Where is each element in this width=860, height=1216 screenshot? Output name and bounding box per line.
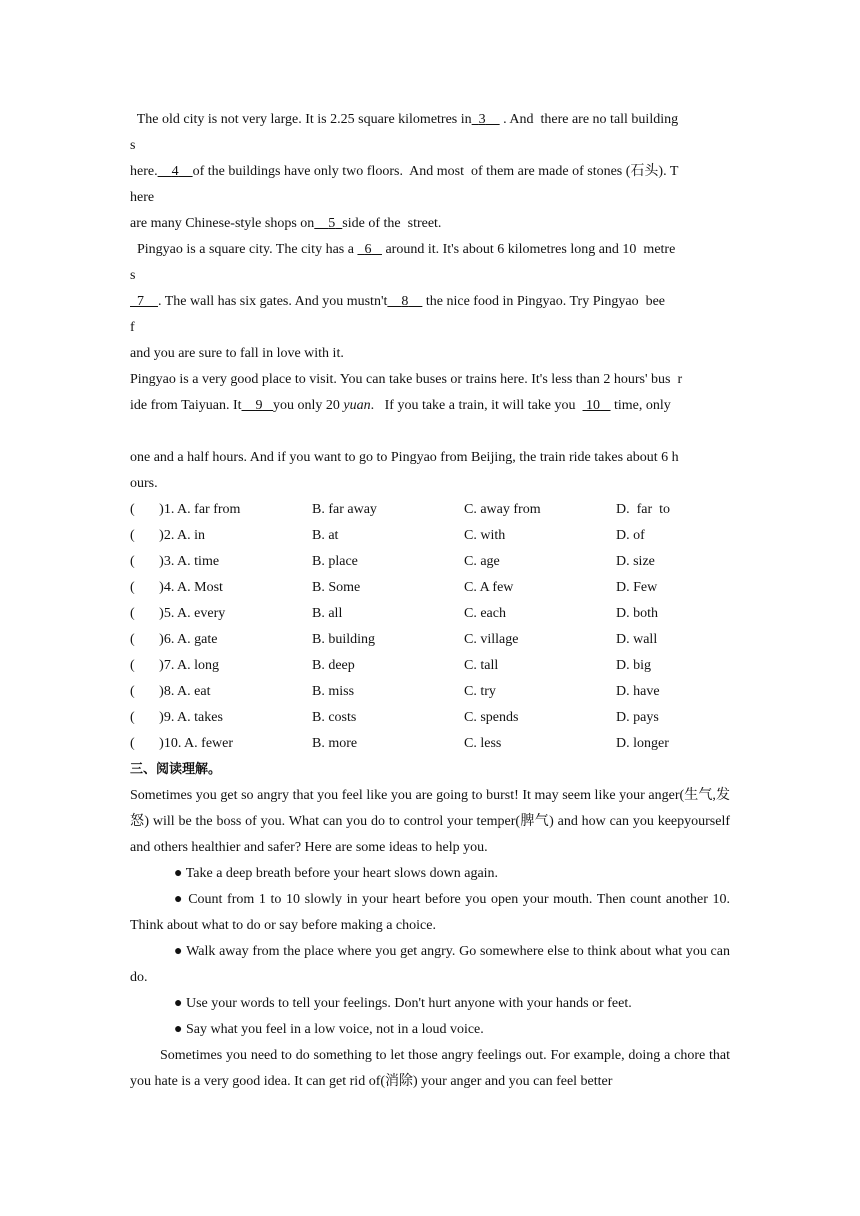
question-row <box>130 731 730 757</box>
question-option-b: B. Some <box>312 580 361 595</box>
question-option-c: C. less <box>464 736 502 751</box>
passage-line: s <box>130 268 136 283</box>
question-option-a: ( )3. A. time <box>130 554 220 569</box>
question-option-b: B. building <box>312 632 376 647</box>
question-option-a: ( )8. A. eat <box>130 684 211 699</box>
passage-line: here. 4 of the buildings have only two floors. And most of them are made of stones (石头). T <box>130 164 679 179</box>
question-option-a: ( )9. A. takes <box>130 710 223 725</box>
question-row <box>130 601 730 627</box>
cloze-passage <box>130 107 730 497</box>
question-option-b: B. deep <box>312 658 355 673</box>
question-option-b: B. far away <box>312 502 377 517</box>
question-row <box>130 627 730 653</box>
question-option-b: B. all <box>312 606 343 621</box>
passage-line: Pingyao is a square city. The city has a 6 around it. It's about 6 kilometres long and 10 metre <box>130 242 676 257</box>
question-option-b: B. at <box>312 528 339 543</box>
question-list <box>130 497 730 757</box>
question-option-a: ( )6. A. gate <box>130 632 218 647</box>
passage-line: ide from Taiyuan. It 9 you only 20 yuan. If you take a train, it will take you 10 time, only <box>130 398 671 413</box>
bullet-item: ● Use your words to tell your feelings. Don't hurt anyone with your hands or feet. <box>174 996 632 1011</box>
question-option-d: D. both <box>616 606 658 621</box>
bullet-item: ● Say what you feel in a low voice, not in a loud voice. <box>174 1022 484 1037</box>
question-option-b: B. miss <box>312 684 355 699</box>
question-row <box>130 653 730 679</box>
question-row <box>130 679 730 705</box>
passage-line: 7 . The wall has six gates. And you mustn't 8 the nice food in Pingyao. Try Pingyao bee <box>130 289 730 315</box>
question-option-d: D. wall <box>616 632 658 647</box>
reading-passage <box>130 783 730 1095</box>
passage-line: here <box>130 190 155 205</box>
blank-6: 6 <box>364 242 372 257</box>
document-content <box>130 107 730 1095</box>
question-option-c: C. away from <box>464 502 541 517</box>
question-option-c: C. age <box>464 554 500 569</box>
question-option-a: ( )7. A. long <box>130 658 220 673</box>
passage-intro: Sometimes you get so angry that you feel like you are going to burst! It may seem like your anger(生气,发怒) will be the boss of you. What can you do to control your temper(脾气) and how can you keepyourself and others healthier and safer? Here are some ideas to help you. <box>130 788 730 855</box>
question-option-d: D. of <box>616 528 645 543</box>
question-option-d: D. have <box>616 684 660 699</box>
passage-line: Pingyao is a very good place to visit. You can take buses or trains here. It's less than 2 hours' bus r <box>130 372 683 387</box>
passage-line: ours. <box>130 476 158 491</box>
question-option-d: D. far to <box>616 502 671 517</box>
question-option-b: B. more <box>312 736 358 751</box>
bullet-item: ● Count from 1 to 10 slowly in your heart before you open your mouth. Then count another 10. Think about what to do or say before making a choice. <box>130 892 730 933</box>
passage-line: s <box>130 138 136 153</box>
question-option-c: C. village <box>464 632 519 647</box>
question-option-a: ( )10. A. fewer <box>130 736 234 751</box>
question-option-a: ( )5. A. every <box>130 606 226 621</box>
passage-line: one and a half hours. And if you want to go to Pingyao from Beijing, the train ride takes about 6 h <box>130 450 679 465</box>
question-option-c: C. with <box>464 528 506 543</box>
question-option-a: ( )1. A. far from <box>130 502 241 517</box>
question-row <box>130 549 730 575</box>
bullet-item: ● Take a deep breath before your heart slows down again. <box>174 866 499 881</box>
blank-7: 7 <box>137 294 144 309</box>
question-option-b: B. costs <box>312 710 357 725</box>
question-row <box>130 497 730 523</box>
question-option-c: C. spends <box>464 710 519 725</box>
question-option-d: D. big <box>616 658 651 673</box>
question-row <box>130 575 730 601</box>
question-option-a: ( )4. A. Most <box>130 580 223 595</box>
passage-line: and you are sure to fall in love with it. <box>130 346 344 361</box>
spacer <box>130 419 730 445</box>
blank-9: 9 <box>255 398 263 413</box>
question-option-d: D. size <box>616 554 655 569</box>
question-option-c: C. try <box>464 684 496 699</box>
blank-4: 4 <box>171 164 179 179</box>
question-option-b: B. place <box>312 554 358 569</box>
passage-closing: Sometimes you need to do something to let those angry feelings out. For example, doing a chore that you hate is a very good idea. It can get rid of(消除) your anger and you can feel better <box>130 1048 730 1089</box>
question-option-d: D. longer <box>616 736 669 751</box>
question-option-d: D. Few <box>616 580 658 595</box>
question-option-c: C. A few <box>464 580 514 595</box>
blank-3: 3 <box>478 112 486 127</box>
section-heading: 三、阅读理解。 <box>130 762 222 777</box>
question-option-a: ( )2. A. in <box>130 528 206 543</box>
question-option-c: C. tall <box>464 658 499 673</box>
question-option-d: D. pays <box>616 710 659 725</box>
question-row <box>130 523 730 549</box>
blank-8: 8 <box>401 294 409 309</box>
passage-line: f <box>130 320 135 335</box>
blank-10: 10 <box>586 398 601 413</box>
passage-line: are many Chinese-style shops on 5 side of the street. <box>130 216 442 231</box>
bullet-item: ● Walk away from the place where you get angry. Go somewhere else to think about what you can do. <box>130 944 730 985</box>
question-row <box>130 705 730 731</box>
blank-5: 5 <box>328 216 336 231</box>
question-option-c: C. each <box>464 606 506 621</box>
passage-line: The old city is not very large. It is 2.25 square kilometres in 3 . And there are no tall building <box>130 112 679 127</box>
